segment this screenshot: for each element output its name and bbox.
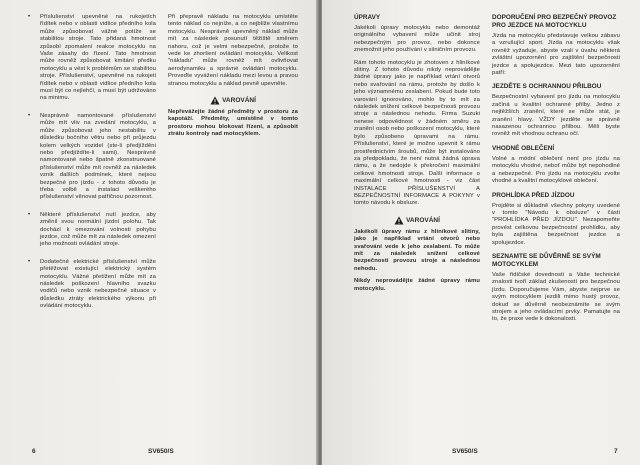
warning-triangle-icon — [210, 96, 220, 105]
warning-header — [354, 216, 480, 225]
right-page-column-1 — [354, 14, 480, 293]
list-item-text: Některé příslušenství nutí jezdce, aby změnil svou normální jízdní polohu. Tak dochází k omezování volnosti pohybu jezdce, což může mít za následek omezení jeho možnosti ovládání stroje. — [40, 211, 156, 248]
warning-triangle-icon — [394, 216, 404, 225]
list-item — [28, 113, 156, 202]
page-number: 6 — [32, 448, 36, 455]
warning-label: VAROVÁNÍ — [222, 97, 256, 105]
section-heading: ÚPRAVY — [354, 14, 381, 21]
section-heading: VHODNÉ OBLEČENÍ — [492, 144, 555, 152]
safety-intro: Jízda na motocyklu představuje velkou zábavu a vzrušující sport. Jízda na motocyklu však rovněž vyžaduje, abyste vzali v úvahu některá zvláštní upozornění pro zajištění bezpečnosti jezdce a spolujezdce. Mezi tato upozornění patří: — [492, 33, 620, 77]
section-text: Vaše řidičské dovednosti a Vaše technické znalosti tvoří základ zkušeností pro bezpečnou jízdu. Doporučujeme Vám, abyste nejprve se svým motocyklem jezdili mimo hustý provoz, dokud se důvěrně neobeznámíte se svým strojem a jeho ovládacími prvky. Pamatujte na to, že praxe vede k dokonalosti. — [492, 271, 620, 323]
section-heading: PROHLÍDKA PŘED JÍZDOU — [492, 191, 575, 199]
section-text: Volné a módní oblečení není pro jízdu na motocyklu vhodné, neboť může být nepohodlné a nebezpečné. Pro jízdu na motocyklu zvolte vhodné a kvalitní motocyklové oblečení. — [492, 155, 620, 185]
left-page — [0, 0, 318, 465]
frame-paragraph: Rám tohoto motocyklu je zhotoven z hliníkové slitiny. Z tohoto důvodu nikdy neprovádějte žádné úpravy jako je například vrtání otvorů nebo svařování na rámu, protože by došlo k jeho významnému zeslabení. Pokud bude toto varování ignorováno, mohlo by to mít za následek snížení celkové bezpečnosti provozu stroje a následnou nehodu. Firma Suzuki nenese odpovědnost v žádném směru za zranění osob nebo poškození motocyklu, které bylo způsobeno úpravami na rámu. Příslušenství, které je možno upevnit k rámu prostřednictvím šroubů, může být instalováno za předpokladu, že není nutná žádná úprava rámu, a že nedojde k překročení maximální celkové hmotnosti stroje. Další informace o maximální celkové hmotnosti - viz část INSTALACE PŘÍSLUŠENSTVÍ A BEZPEČNOSTNÍ INFORMACE A POKYNY v tomto návodu k obsluze. — [354, 59, 480, 207]
bullet-icon: • — [28, 211, 31, 218]
list-item-text: Příslušenství upevněné na rukojetích řídítek nebo v oblasti vidlice předního kola může způsobovat vážné potíže se stabilitou stroje. Tato přidaná hmotnost způsobí zpomalení reakce motocyklu na Vaše zásahy do řízení. Tato hmotnost může rovněž způsobovat kmitání předku motocyklu a vést k problémům se stabilitou stroje. Příslušenství, upevněné na rukojeti řídítek nebo v oblasti vidlice předního kola musí být co nejlehčí, a musí být udržováno na minimu. — [40, 14, 156, 102]
right-page-column-2 — [492, 14, 620, 324]
list-item — [28, 14, 156, 103]
warning-label: VAROVÁNÍ — [406, 216, 440, 224]
section-text: Projděte si důkladně všechny pokyny uvedené v tomto "Návodu k obsluze" v části "PROHLÍDKA PŘED JÍZDOU". Nezapomeňte provést celkovou bezpečnostní prohlídku, aby byla zajištěna bezpečnost jezdce a spolujezdce. — [492, 202, 620, 246]
list-item — [28, 259, 156, 311]
modifications-paragraph: Jakékoli úpravy motocyklu nebo demontáž originálního vybavení může učinit stroj nebezpečným pro provoz, nebo dokonce znemožnit jeho používání v silničním provozu. — [354, 25, 480, 54]
model-name: SV650/S — [148, 448, 174, 455]
section-text: Bezpečnostní vybavení pro jízdu na motocyklu začíná u kvalitní ochranné přilby. Jedno z nejtěžších zranění, které se může stát, je zranění hlavy. VŽDY jezděte se správně nasazenou ochrannou přilbou. Měli byste rovněž mít vhodnou ochranu očí. — [492, 94, 620, 138]
model-name: SV650/S — [452, 448, 478, 455]
warning-text: Nepřevážejte žádné předměty v prostoru za kapotáží. Předměty, umístěné v tomto prostoru mohou blokovat řízení, a způsobit ztrátu kontroly nad motocyklem. — [168, 109, 298, 138]
page-number: 7 — [614, 448, 618, 455]
list-item-text: Dodatečné elektrické příslušenství může přetěžovat existující elektrický systém motocyklu. Vážné přetížení může mít za následek poškození hlavního svazku vodičů nebo vznik nebezpečné situace v důsledku ztráty elektrického výkonu při ovládání motocyklu. — [40, 258, 156, 310]
left-page-column-2 — [168, 14, 298, 139]
cargo-paragraph: Při přepravě nákladu na motocyklu umístěte tento náklad co nejníže, a co nejblíže vlastnímu motocyklu. Nesprávně upevněný náklad může mít za následek posunutí těžiště směrem nahoru, což je velmi nebezpečné, protože to vede ke zhoršení ovládání motocyklu. Velikost "nákladu" může rovněž mít ovlivňovat aerodynamiku a správné ovládání motocyklu. Proveďte vyvážení nákladu mezi levou a pravou stranou motocyklu a náklad pevně upevněte. — [168, 14, 298, 87]
right-page — [322, 0, 640, 465]
warning-text: Jakékoli úpravy rámu z hliníkové slitiny, jako je například vrtání otvorů nebo svařování vede k jeho zeslabení. To může mít za následek snížení celkové bezpečnosti provozu stroje a následnou nehodu. — [354, 228, 480, 272]
warning-text-2: Nikdy neprovádějte žádné úpravy rámu motocyklu. — [354, 278, 480, 292]
section-heading: JEZDĚTE S OCHRANNOU PŘILBOU — [492, 83, 602, 91]
bullet-icon: • — [28, 112, 31, 119]
bullet-icon: • — [28, 258, 31, 265]
list-item — [28, 212, 156, 249]
bullet-icon: • — [28, 14, 31, 20]
section-heading: DOPORUČENÍ PRO BEZPEČNÝ PROVOZ PRO JEZDCE NA MOTOCYKLU — [492, 14, 617, 29]
warning-header — [168, 96, 298, 105]
section-heading: SEZNAMTE SE DŮVĚRNĚ SE SVÝM MOTOCYKLEM — [492, 252, 601, 268]
left-page-column-1 — [28, 14, 156, 321]
list-item-text: Nesprávně namontované příslušenství může mít vliv na zvedání motocyklu, a může způsobovat jeho nestabilitu v důsledku bočního větru nebo při průjezdu kolem velkých vozidel (ste-li předjížděni nebo předjíždíte-li sami). Nesprávně namontované nebo špatně zkonstruované příslušenství může mít rovněž za následek vznik dalších podmínek, které nejsou bezpečné pro jízdu - z tohoto důvodu je třeba volbě a instalaci veškerého příslušenství věnovat patřičnou pozornost. — [40, 112, 156, 201]
